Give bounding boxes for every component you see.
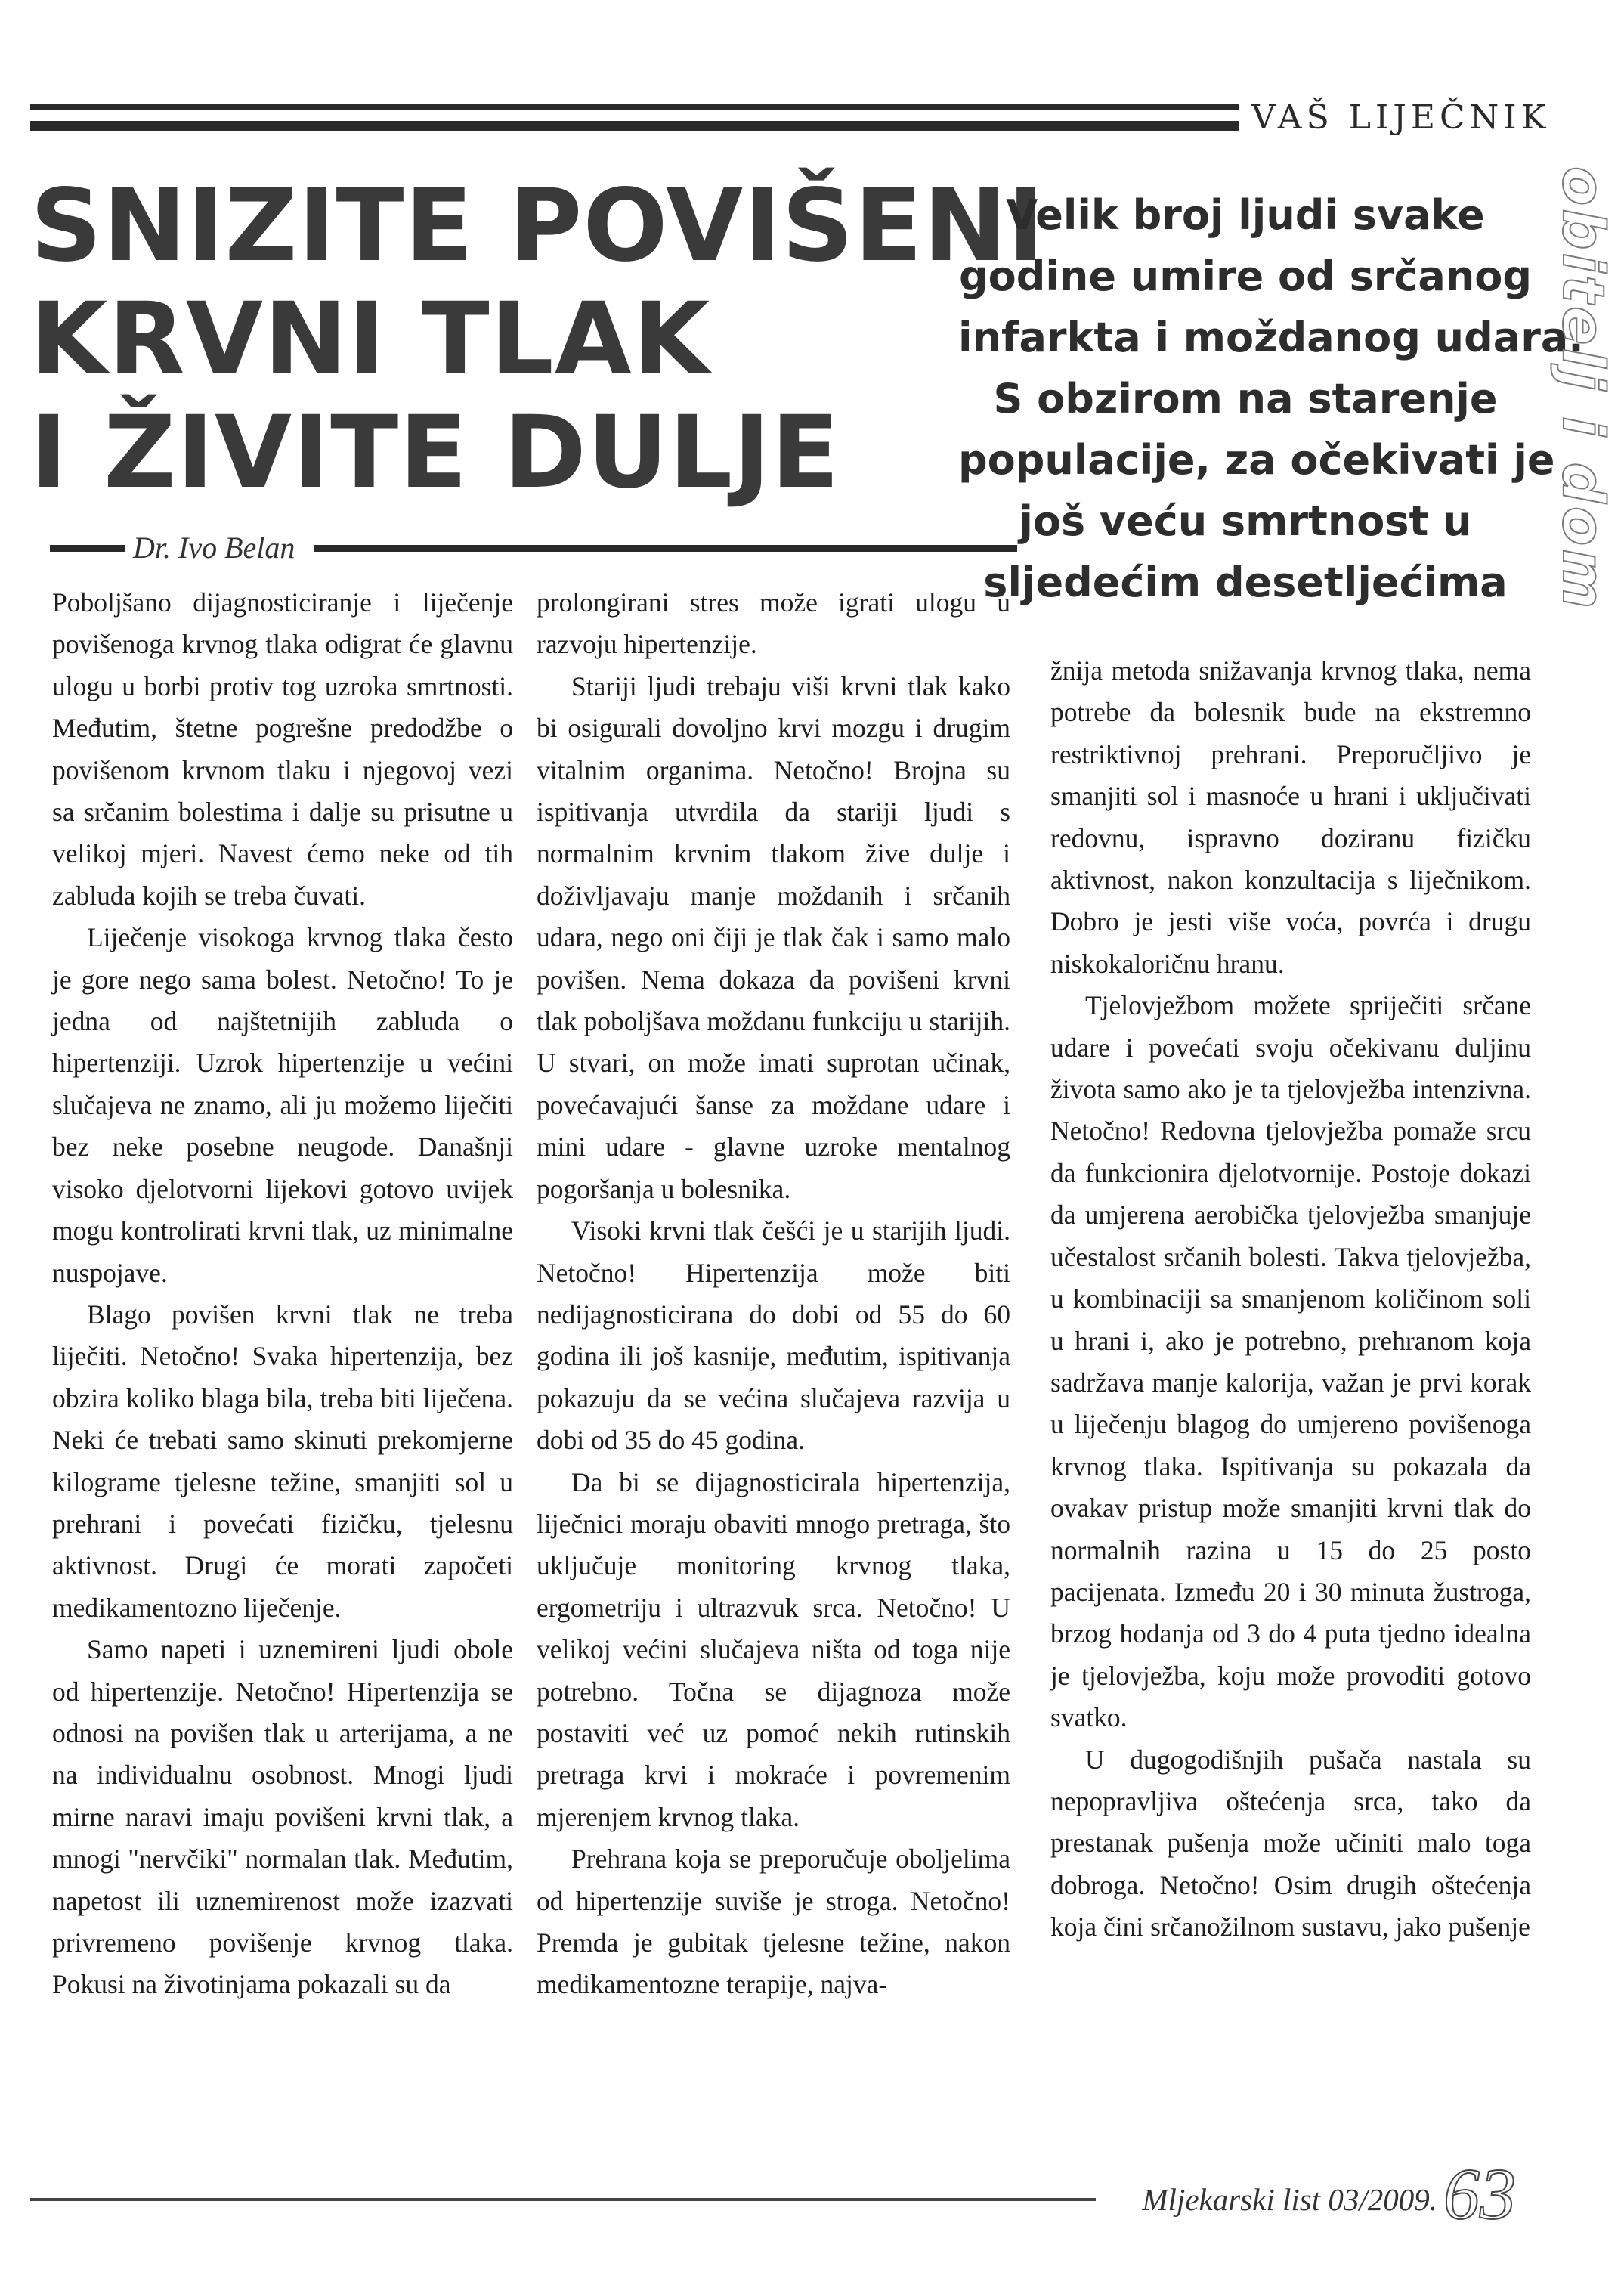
footer-rule [30, 2198, 1096, 2201]
paragraph: Samo napeti i uznemireni ljudi obole od hipertenzije. Netočno! Hipertenzija se odnosi na povišen tlak u arterijama, a ne na individualnu osobnost. Mnogi ljudi mirne naravi imaju povišeni krvni tlak, a mnogi "nervčiki" normalan tlak. Međutim, napetost ili uznemirenost može izazvati privremeno povišenje krvnog tlaka. Pokusi na životinjama pokazali su da [52, 1634, 513, 2000]
pull-quote-line: sljedećim desetljećima [983, 559, 1508, 606]
paragraph: Tjelovježbom možete spriječiti srčane udare i povećati svoju očekivanu duljinu života samo ako je ta tjelovježba intenzivna. Netočno! Redovna tjelovježba pomaže srcu da funkcionira djelotvornije. Postoje dokazi da umjerena aerobička tjelovježba smanjuje učestalost srčanih bolesti. Takva tjelovježba, u kombinaciji sa smanjenom količinom soli u hrani i, ako je potrebno, prehranom koja sadržava manje kalorija, važan je prvi korak u liječenju blagog do umjereno povišenoga krvnog tlaka. Ispitivanja su pokazala da ovakav pristup može smanjiti krvni tlak do normalnih razina u 15 do 25 posto pacijenata. Između 20 i 30 minuta žustroga, brzog hodanja od 3 do 4 puta tjedno idealna je tjelovježba, koju može provoditi gotovo svatko. [1050, 990, 1531, 1733]
article-column-2 [537, 582, 1010, 2006]
pull-quote-line: još veću smrtnost u [1019, 497, 1472, 545]
paragraph: Liječenje visokoga krvnog tlaka često je gore nego sama bolest. Netočno! To je jedna od najštetnijih zabluda o hipertenziji. Uzrok hipertenzije u većini slučajeva ne znamo, ali ju možemo liječiti bez neke posebne neugode. Današnji visoko djelotvorni lijekovi gotovo uvijek mogu kontrolirati krvni tlak, uz minimalne nuspojave. [52, 922, 513, 1288]
article-headline [30, 168, 1046, 511]
paragraph: Prehrana koja se preporučuje oboljelima od hipertenzije suviše je stroga. Netočno! Premda je gubitak tjelesne težine, nakon medikamentozne terapije, najva- [537, 1844, 1010, 2000]
header-rule-top [30, 104, 1239, 110]
pull-quote-line: Velik broj ljudi svake [1006, 191, 1485, 239]
pull-quote [958, 184, 1584, 613]
page-number: 63 [1443, 2153, 1516, 2234]
headline-line: KRVNI TLAK [30, 281, 711, 398]
paragraph: Visoki krvni tlak češći je u starijih ljudi. Netočno! Hipertenzija može biti nedijagnosticirana do dobi od 55 do 60 godina ili još kasnije, međutim, ispitivanja pokazuju da se većina slučajeva razvija u dobi od 35 do 45 godina. [537, 1215, 1010, 1456]
headline-line: SNIZITE POVIŠENI [30, 168, 1046, 284]
paragraph: Poboljšano dijagnosticiranje i liječenje povišenoga krvnog tlaka odigrat će glavnu ulogu u borbi protiv tog uzroka smrtnosti. Međutim, štetne pogrešne predodžbe o povišenom krvnom tlaku i njegovoj vezi sa srčanim bolestima i dalje su prisutne u velikoj mjeri. Navest ćemo neke od tih zabluda kojih se treba čuvati. [52, 587, 513, 911]
paragraph: Da bi se dijagnosticirala hipertenzija, liječnici moraju obaviti mnogo pretraga, što uključuje monitoring krvnog tlaka, ergometriju i ultrazvuk srca. Netočno! U velikoj većini slučajeva ništa od toga nije potrebno. Točna se dijagnoza može postaviti već uz pomoć nekih rutinskih pretraga krvi i mokraće i povremenim mjerenjem krvnog tlaka. [537, 1466, 1010, 1832]
article-column-3 [1050, 650, 1531, 1949]
section-tab-vertical: obitelj i dom [1550, 166, 1617, 612]
paragraph: žnija metoda snižavanja krvnog tlaka, nema potrebe da bolesnik bude na ekstremno restriktivnoj prehrani. Preporučljivo je smanjiti sol i masnoće u hrani i uključivati redovnu, ispravno doziranu fizičku aktivnost, nakon konzultacija s liječnikom. Dobro je jesti više voća, povrća i drugu niskokaloričnu hranu. [1050, 655, 1531, 979]
footer-publication: Mljekarski list 03/2009. [1142, 2182, 1437, 2217]
paragraph: Stariji ljudi trebaju viši krvni tlak kako bi osigurali dovoljno krvi mozgu i drugim vitalnim organima. Netočno! Brojna su ispitivanja utvrdila da stariji ljudi s normalnim krvnim tlakom žive dulje i doživljavaju manje moždanih i srčanih udara, nego oni čiji je tlak čak i samo malo povišen. Nema dokaza da povišeni krvni tlak poboljšava moždanu funkciju u starijih. U stvari, on može imati suprotan učinak, povećavajući šanse za moždane udare i mini udare - glavne uzroke mentalnog pogoršanja u bolesnika. [537, 670, 1010, 1204]
paragraph: Blago povišen krvni tlak ne treba liječiti. Netočno! Svaka hipertenzija, bez obzira koliko blaga bila, treba biti liječena. Neki će trebati samo skinuti prekomjerne kilograme tjelesne težine, smanjiti sol u prehrani i povećati fizičku, tjelesnu aktivnost. Drugi će morati započeti medikamentozno liječenje. [52, 1299, 513, 1623]
section-label: VAŠ LIJEČNIK [1251, 98, 1551, 137]
paragraph: U dugogodišnjih pušača nastala su nepopravljiva oštećenja srca, tako da prestanak pušenja može učiniti malo toga dobroga. Netočno! Osim drugih oštećenja koja čini srčanožilnom sustavu, jako pušenje [1050, 1744, 1531, 1943]
pull-quote-line: populacije, za očekivati je [958, 436, 1555, 484]
header-rule-bottom [30, 121, 1239, 131]
pull-quote-line: infarkta i moždanog udara. [958, 314, 1584, 361]
pull-quote-line: S obzirom na starenje [993, 375, 1498, 423]
byline-rule-left [50, 545, 125, 552]
author-byline: Dr. Ivo Belan [133, 531, 295, 565]
pull-quote-line: godine umire od srčanog [958, 252, 1533, 300]
headline-line: I ŽIVITE DULJE [30, 395, 840, 511]
paragraph: prolongirani stres može igrati ulogu u razvoju hipertenzije. [537, 587, 1010, 660]
article-column-1 [52, 582, 513, 2006]
byline-rule-right [314, 545, 1017, 552]
